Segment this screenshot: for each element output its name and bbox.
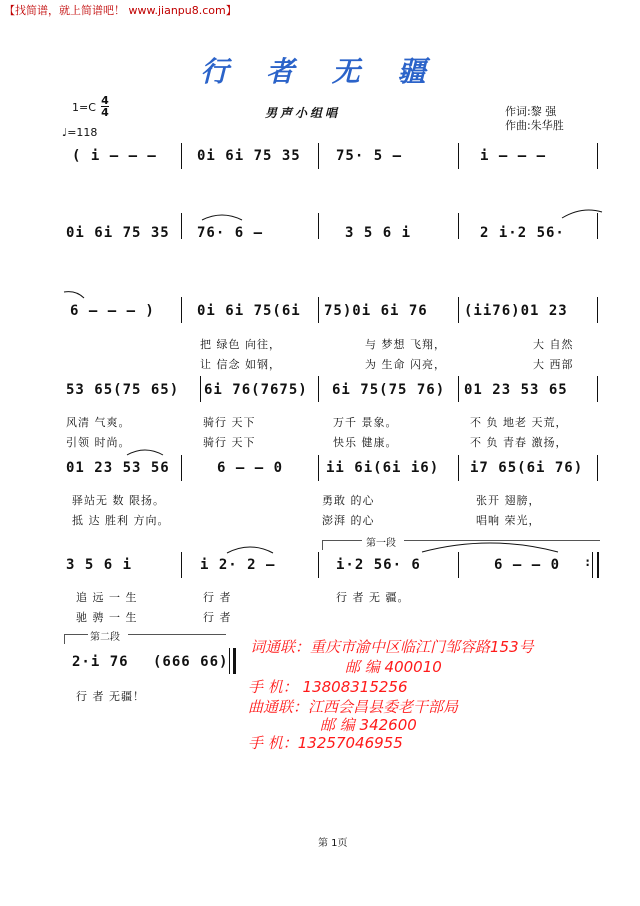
- measure: 6i 76(7675): [204, 382, 308, 398]
- bar-line: [597, 376, 598, 402]
- measure: 3 5 6 i: [345, 225, 412, 241]
- lyric-line: 引领 时尚。: [66, 436, 131, 449]
- measure: 2·i 76: [72, 654, 129, 670]
- lyric-line: 快乐 健康。: [333, 436, 398, 449]
- bar-line: [229, 648, 230, 674]
- final-bar: [233, 648, 236, 674]
- bar-line: [597, 143, 598, 169]
- lyric-line: 为 生命 闪亮，: [365, 358, 446, 371]
- lyric-line: 张开 翅膀，: [476, 494, 541, 507]
- lyric-line: 唱响 荣光，: [476, 514, 541, 527]
- bar-line: [458, 213, 459, 239]
- volta-line: [64, 634, 88, 635]
- page-number: 第 1页: [318, 838, 348, 849]
- lyric-line: 追 远 一 生: [76, 591, 138, 604]
- lyric-line: 不 负 青春 激扬，: [470, 436, 568, 449]
- lyric-line: 行 者: [203, 611, 232, 624]
- measure: i7 65(6i 76): [470, 460, 584, 476]
- measure: 75)0i 6i 76: [324, 303, 428, 319]
- measure: ( i – – –: [72, 148, 157, 164]
- volta-label: 第二段: [90, 632, 120, 643]
- bar-line: [200, 376, 201, 402]
- composer-phone: 手 机：13257046955: [248, 734, 403, 752]
- lyric-line: 行 者 无疆！: [76, 690, 145, 703]
- measure: ii 6i(6i i6): [326, 460, 440, 476]
- composer-postcode: 邮 编 342600: [320, 716, 417, 734]
- volta-hook: [64, 634, 65, 644]
- key-label: 1=C: [72, 101, 96, 114]
- measure: 01 23 53 65: [464, 382, 568, 398]
- bar-line: [181, 455, 182, 481]
- measure: i·2 56· 6: [336, 557, 421, 573]
- song-title: 行 者 无 疆: [200, 55, 440, 88]
- lyric-line: 抵 达 胜利 方向。: [72, 514, 170, 527]
- bar-line: [458, 376, 459, 402]
- lyricist-contact: 词通联：重庆市渝中区临江门邹容路153号: [250, 638, 534, 656]
- measure: 75· 5 –: [336, 148, 403, 164]
- bar-line: [181, 143, 182, 169]
- lyric-line: 大 西部: [533, 358, 574, 371]
- time-top: 4: [101, 94, 109, 107]
- bar-line: [181, 552, 182, 578]
- lyric-line: 把 绿色 向往，: [200, 338, 281, 351]
- measure: 6 – – 0: [494, 557, 561, 573]
- key-signature: [72, 101, 96, 114]
- site-banner: 【找简谱，就上简谱吧！ www.jianpu8.com】: [4, 4, 237, 17]
- measure: (666 66): [153, 654, 229, 670]
- tie-arc: [420, 538, 560, 554]
- measure: 53 65(75 65): [66, 382, 180, 398]
- measure: 6 – – – ): [70, 303, 155, 319]
- repeat-dots: :: [584, 555, 593, 569]
- tie-arc: [225, 543, 275, 555]
- bar-line: [458, 455, 459, 481]
- composer-credit: 作曲:朱华胜: [505, 119, 564, 132]
- bar-line: [318, 297, 319, 323]
- lyric-line: 勇敢 的心: [322, 494, 375, 507]
- lyric-line: 让 信念 如钢，: [200, 358, 281, 371]
- bar-line: [458, 143, 459, 169]
- lyric-line: 与 梦想 飞翔，: [365, 338, 446, 351]
- lyric-line: 驰 骋 一 生: [76, 611, 138, 624]
- measure: i 2· 2 –: [200, 557, 276, 573]
- measure: i – – –: [480, 148, 547, 164]
- lyric-line: 大 自然: [533, 338, 574, 351]
- measure: 01 23 53 56: [66, 460, 170, 476]
- lyric-line: 不 负 地老 天荒，: [470, 416, 568, 429]
- measure: 0i 6i 75 35: [66, 225, 170, 241]
- measure: 76· 6 –: [197, 225, 264, 241]
- lyricist-credit: 作词:黎 强: [505, 105, 557, 118]
- measure: (ii76)01 23: [464, 303, 568, 319]
- lyric-line: 行 者 无 疆。: [336, 591, 410, 604]
- lyricist-phone: 手 机： 13808315256: [248, 678, 408, 696]
- bar-line: [318, 455, 319, 481]
- lyric-line: 万千 景象。: [333, 416, 398, 429]
- bar-line: [597, 455, 598, 481]
- volta-label: 第一段: [366, 538, 396, 549]
- lyric-line: 骑行 天下: [203, 436, 256, 449]
- bar-line: [318, 143, 319, 169]
- lyric-line: 驿站无 数 限扬。: [72, 494, 165, 507]
- measure: 0i 6i 75(6i: [197, 303, 301, 319]
- volta-line: [322, 540, 362, 541]
- performance-type: 男声小组唱: [265, 106, 341, 120]
- bar-line: [181, 297, 182, 323]
- lyric-line: 澎湃 的心: [322, 514, 375, 527]
- lyric-line: 风清 气爽。: [66, 416, 131, 429]
- time-signature: [101, 95, 109, 118]
- bar-line: [318, 213, 319, 239]
- volta-hook: [322, 540, 323, 550]
- bar-line: [458, 297, 459, 323]
- tie-arc: [200, 212, 244, 222]
- bar-line: [318, 552, 319, 578]
- measure: 6 – – 0: [217, 460, 284, 476]
- time-bottom: 4: [101, 106, 109, 119]
- repeat-bar: [597, 552, 599, 578]
- lyric-line: 骑行 天下: [203, 416, 256, 429]
- bar-line: [318, 376, 319, 402]
- measure: 0i 6i 75 35: [197, 148, 301, 164]
- tempo-mark: ♩=118: [62, 126, 98, 139]
- measure: 3 5 6 i: [66, 557, 133, 573]
- bar-line: [597, 297, 598, 323]
- lyric-line: 行 者: [203, 591, 232, 604]
- volta-line: [128, 634, 226, 635]
- tie-arc: [560, 208, 604, 220]
- tie-arc: [125, 447, 165, 457]
- tie-arc: [62, 290, 86, 300]
- composer-contact: 曲通联：江西会昌县委老干部局: [248, 698, 459, 716]
- measure: 6i 75(75 76): [332, 382, 446, 398]
- bar-line: [181, 213, 182, 239]
- lyricist-postcode: 邮 编 400010: [345, 658, 442, 676]
- bar-line: [458, 552, 459, 578]
- measure: 2 i·2 56·: [480, 225, 565, 241]
